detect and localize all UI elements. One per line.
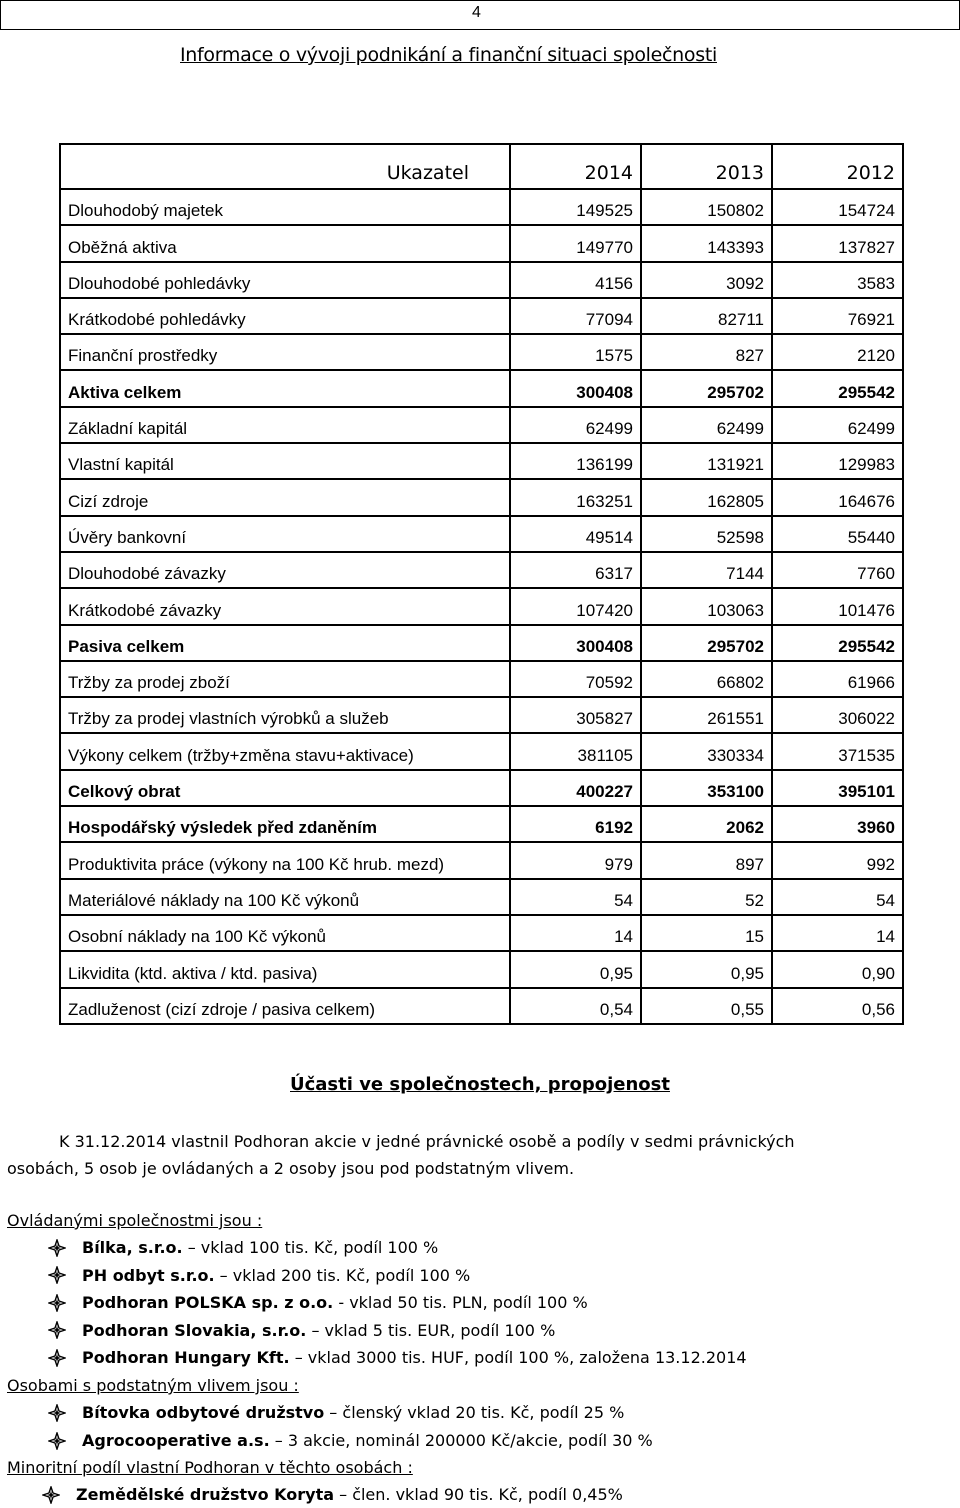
- row-value: 2062: [641, 806, 772, 842]
- influence-heading: Osobami s podstatným vlivem jsou :: [7, 1376, 299, 1395]
- row-value: 52: [641, 879, 772, 915]
- row-value: 2120: [772, 334, 903, 370]
- row-value: 164676: [772, 479, 903, 515]
- row-label: Dlouhodobý majetek: [60, 189, 510, 225]
- table-row: [60, 407, 903, 443]
- company-detail: – vklad 100 tis. Kč, podíl 100 %: [182, 1238, 439, 1257]
- table-row: [60, 189, 903, 225]
- row-value: 76921: [772, 298, 903, 334]
- column-header-year: 2014: [510, 144, 641, 189]
- table-row: [60, 770, 903, 806]
- row-value: 54: [510, 879, 641, 915]
- row-label: Úvěry bankovní: [60, 516, 510, 552]
- row-value: 992: [772, 842, 903, 878]
- column-header-year: 2013: [641, 144, 772, 189]
- row-value: 295542: [772, 370, 903, 406]
- table-row: [60, 552, 903, 588]
- table-row: [60, 225, 903, 261]
- row-value: 306022: [772, 697, 903, 733]
- list-item: [48, 1293, 588, 1312]
- company-name: Bílka, s.r.o.: [82, 1238, 183, 1257]
- row-value: 163251: [510, 479, 641, 515]
- row-value: 300408: [510, 625, 641, 661]
- row-value: 66802: [641, 661, 772, 697]
- row-value: 897: [641, 842, 772, 878]
- company-name: Agrocooperative a.s.: [82, 1431, 270, 1450]
- row-label: Tržby za prodej vlastních výrobků a služeb: [60, 697, 510, 733]
- row-value: 3092: [641, 262, 772, 298]
- row-value: 77094: [510, 298, 641, 334]
- row-label: Likvidita (ktd. aktiva / ktd. pasiva): [60, 951, 510, 987]
- row-value: 7760: [772, 552, 903, 588]
- list-item: [48, 1321, 555, 1340]
- row-label: Osobní náklady na 100 Kč výkonů: [60, 915, 510, 951]
- row-label: Vlastní kapitál: [60, 443, 510, 479]
- row-value: 4156: [510, 262, 641, 298]
- table-row: [60, 334, 903, 370]
- column-header-label: Ukazatel: [60, 144, 510, 189]
- row-label: Základní kapitál: [60, 407, 510, 443]
- table-row: [60, 661, 903, 697]
- row-label: Cizí zdroje: [60, 479, 510, 515]
- list-item: [42, 1485, 623, 1504]
- row-value: 0,95: [510, 951, 641, 987]
- row-value: 827: [641, 334, 772, 370]
- list-item: [48, 1431, 653, 1450]
- table-row: [60, 443, 903, 479]
- row-value: 14: [510, 915, 641, 951]
- row-label: Pasiva celkem: [60, 625, 510, 661]
- table-row: [60, 988, 903, 1024]
- row-value: 3583: [772, 262, 903, 298]
- row-label: Dlouhodobé závazky: [60, 552, 510, 588]
- company-detail: – vklad 5 tis. EUR, podíl 100 %: [306, 1320, 556, 1340]
- paragraph-line: osobách, 5 osob je ovládaných a 2 osoby jsou pod podstatným vlivem.: [7, 1159, 575, 1178]
- row-value: 0,95: [641, 951, 772, 987]
- row-value: 137827: [772, 225, 903, 261]
- company-detail: – 3 akcie, nominál 200000 Kč/akcie, podíl 30 %: [269, 1431, 653, 1450]
- list-item: [48, 1403, 624, 1422]
- row-label: Tržby za prodej zboží: [60, 661, 510, 697]
- row-value: 103063: [641, 588, 772, 624]
- diamond-star-bullet-icon: [48, 1294, 82, 1312]
- row-value: 82711: [641, 298, 772, 334]
- row-value: 14: [772, 915, 903, 951]
- diamond-star-bullet-icon: [48, 1432, 82, 1450]
- row-value: 261551: [641, 697, 772, 733]
- row-value: 300408: [510, 370, 641, 406]
- row-value: 395101: [772, 770, 903, 806]
- row-label: Krátkodobé závazky: [60, 588, 510, 624]
- diamond-star-bullet-icon: [48, 1239, 82, 1257]
- row-value: 295702: [641, 370, 772, 406]
- list-item: [48, 1238, 438, 1257]
- company-detail: – vklad 200 tis. Kč, podíl 100 %: [214, 1265, 471, 1285]
- company-detail: – člen. vklad 90 tis. Kč, podíl 0,45%: [334, 1485, 623, 1504]
- table-row: [60, 625, 903, 661]
- company-name: Bítovka odbytové družstvo: [82, 1403, 325, 1422]
- diamond-star-bullet-icon: [48, 1266, 82, 1284]
- table-row: [60, 806, 903, 842]
- row-value: 62499: [510, 407, 641, 443]
- row-label: Krátkodobé pohledávky: [60, 298, 510, 334]
- row-label: Finanční prostředky: [60, 334, 510, 370]
- table-row: [60, 370, 903, 406]
- company-detail: – vklad 3000 tis. HUF, podíl 100 %, založena 13.12.2014: [289, 1348, 747, 1367]
- row-value: 62499: [641, 407, 772, 443]
- diamond-star-bullet-icon: [48, 1349, 82, 1367]
- table-row: [60, 588, 903, 624]
- row-label: Produktivita práce (výkony na 100 Kč hrub. mezd): [60, 842, 510, 878]
- page-number: 4: [472, 4, 481, 21]
- row-value: 150802: [641, 189, 772, 225]
- row-value: 149525: [510, 189, 641, 225]
- row-value: 979: [510, 842, 641, 878]
- diamond-star-bullet-icon: [48, 1404, 82, 1422]
- row-value: 295702: [641, 625, 772, 661]
- row-value: 154724: [772, 189, 903, 225]
- row-value: 55440: [772, 516, 903, 552]
- row-value: 107420: [510, 588, 641, 624]
- row-label: Dlouhodobé pohledávky: [60, 262, 510, 298]
- section-paragraph: [7, 1128, 957, 1182]
- table-row: [60, 262, 903, 298]
- row-value: 305827: [510, 697, 641, 733]
- section-heading: Účasti ve společnostech, propojenost: [290, 1074, 670, 1095]
- row-label: Aktiva celkem: [60, 370, 510, 406]
- row-label: Materiálové náklady na 100 Kč výkonů: [60, 879, 510, 915]
- column-header-year: 2012: [772, 144, 903, 189]
- row-value: 61966: [772, 661, 903, 697]
- row-value: 54: [772, 879, 903, 915]
- row-value: 295542: [772, 625, 903, 661]
- row-value: 101476: [772, 588, 903, 624]
- company-detail: – členský vklad 20 tis. Kč, podíl 25 %: [324, 1403, 625, 1422]
- diamond-star-bullet-icon: [48, 1321, 82, 1339]
- page-header-box: [0, 0, 960, 30]
- row-value: 162805: [641, 479, 772, 515]
- row-label: Zadluženost (cizí zdroje / pasiva celkem): [60, 988, 510, 1024]
- row-value: 6317: [510, 552, 641, 588]
- row-value: 1575: [510, 334, 641, 370]
- row-value: 49514: [510, 516, 641, 552]
- company-name: Podhoran Hungary Kft.: [82, 1348, 290, 1367]
- row-value: 0,90: [772, 951, 903, 987]
- controlled-heading: Ovládanými společnostmi jsou :: [7, 1211, 263, 1230]
- diamond-star-bullet-icon: [42, 1486, 76, 1504]
- page-title: Informace o vývoji podnikání a finanční situaci společnosti: [180, 44, 717, 66]
- row-value: 70592: [510, 661, 641, 697]
- company-name: PH odbyt s.r.o.: [82, 1265, 215, 1285]
- table-row: [60, 915, 903, 951]
- row-value: 400227: [510, 770, 641, 806]
- row-value: 6192: [510, 806, 641, 842]
- row-value: 330334: [641, 733, 772, 769]
- list-item: [48, 1266, 470, 1285]
- table-row: [60, 697, 903, 733]
- financial-table: [59, 143, 904, 1025]
- table-row: [60, 951, 903, 987]
- row-value: 0,54: [510, 988, 641, 1024]
- row-value: 381105: [510, 733, 641, 769]
- row-value: 136199: [510, 443, 641, 479]
- minority-heading: Minoritní podíl vlastní Podhoran v těchto osobách :: [7, 1458, 413, 1477]
- company-name: Zemědělské družstvo Koryta: [76, 1485, 335, 1504]
- row-value: 143393: [641, 225, 772, 261]
- row-value: 131921: [641, 443, 772, 479]
- row-label: Hospodářský výsledek před zdaněním: [60, 806, 510, 842]
- table-row: [60, 298, 903, 334]
- row-label: Oběžná aktiva: [60, 225, 510, 261]
- table-row: [60, 479, 903, 515]
- table-row: [60, 879, 903, 915]
- row-value: 353100: [641, 770, 772, 806]
- row-label: Výkony celkem (tržby+změna stavu+aktivace): [60, 733, 510, 769]
- row-value: 3960: [772, 806, 903, 842]
- row-value: 0,56: [772, 988, 903, 1024]
- row-value: 371535: [772, 733, 903, 769]
- row-value: 129983: [772, 443, 903, 479]
- table-row: [60, 842, 903, 878]
- table-row: [60, 516, 903, 552]
- paragraph-line: K 31.12.2014 vlastnil Podhoran akcie v jedné právnické osobě a podíly v sedmi právnických: [59, 1132, 795, 1151]
- company-name: Podhoran POLSKA sp. z o.o.: [82, 1293, 334, 1312]
- row-value: 52598: [641, 516, 772, 552]
- row-value: 15: [641, 915, 772, 951]
- list-item: [48, 1348, 747, 1367]
- table-header-row: [60, 144, 903, 189]
- row-value: 0,55: [641, 988, 772, 1024]
- row-value: 7144: [641, 552, 772, 588]
- row-value: 62499: [772, 407, 903, 443]
- table-body: [60, 189, 903, 1024]
- company-detail: - vklad 50 tis. PLN, podíl 100 %: [333, 1293, 588, 1312]
- table-row: [60, 733, 903, 769]
- company-name: Podhoran Slovakia, s.r.o.: [82, 1320, 307, 1340]
- row-value: 149770: [510, 225, 641, 261]
- row-label: Celkový obrat: [60, 770, 510, 806]
